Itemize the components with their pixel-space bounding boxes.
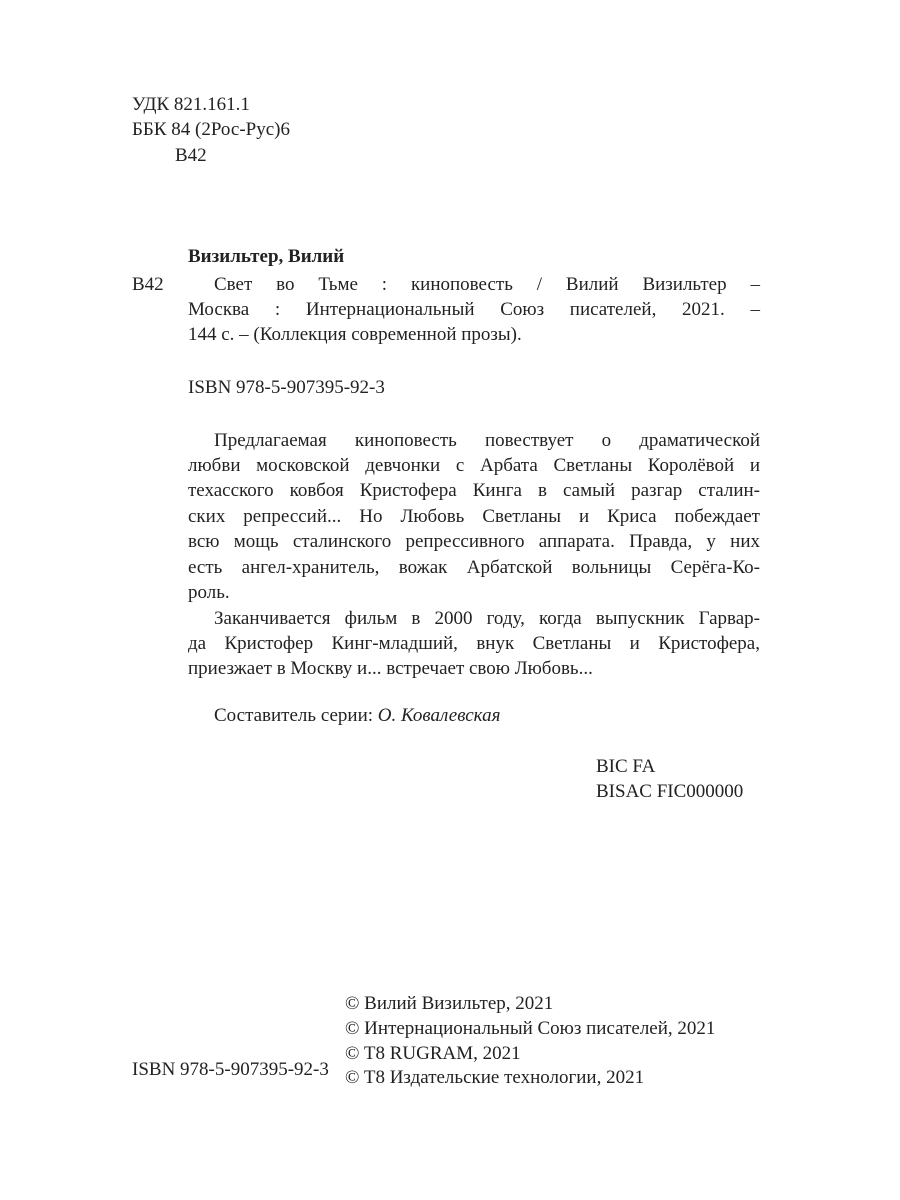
annotation-line: техасского ковбоя Кристофера Кинга в самый разгар сталин-: [188, 480, 760, 501]
annotation-line: роль.: [188, 582, 230, 603]
annotation-line: есть ангел-хранитель, вожак Арбатской вольницы Серёга-Ко-: [188, 557, 760, 578]
series-label: Составитель серии:: [214, 705, 378, 726]
annotation-line: всю мощь сталинского репрессивного аппарата. Правда, у них: [188, 531, 760, 552]
annotation-line: ских репрессий... Но Любовь Светланы и Криса побеждает: [188, 506, 760, 527]
record-isbn: ISBN 978-5-907395-92-3: [188, 377, 385, 398]
copyright-line: © Интернациональный Союз писателей, 2021: [345, 1018, 716, 1039]
annotation-line: любви московской девчонки с Арбата Светланы Королёвой и: [188, 455, 760, 476]
record-line: Свет во Тьме : киноповесть / Вилий Визильтер –: [214, 274, 760, 295]
copyright-line: © T8 Издательские технологии, 2021: [345, 1067, 645, 1088]
udk-code: УДК 821.161.1: [132, 94, 250, 115]
footer-isbn: ISBN 978-5-907395-92-3: [132, 1059, 329, 1080]
author-mark: В42: [175, 145, 207, 166]
annotation-line: приезжает в Москву и... встречает свою Любовь...: [188, 658, 593, 679]
author-heading: Визильтер, Вилий: [188, 246, 345, 267]
bisac-code: BISAC FIC000000: [596, 781, 744, 802]
copyright-line: © T8 RUGRAM, 2021: [345, 1043, 521, 1064]
bic-code: BIC FA: [596, 756, 656, 777]
annotation-line: Предлагаемая киноповесть повествует о драматической: [214, 430, 760, 451]
series-compiler: [214, 703, 500, 729]
annotation-line: Заканчивается фильм в 2000 году, когда выпускник Гарвар-: [214, 608, 760, 629]
record-author-mark: В42: [132, 274, 164, 295]
copyright-line: © Вилий Визильтер, 2021: [345, 993, 554, 1014]
compiler-name: О. Ковалевская: [377, 705, 501, 726]
record-line: 144 с. – (Коллекция современной прозы).: [188, 324, 522, 345]
annotation-line: да Кристофер Кинг-младший, внук Светланы и Кристофера,: [188, 633, 760, 654]
bbk-code: ББК 84 (2Рос-Рус)6: [132, 119, 290, 140]
record-line: Москва : Интернациональный Союз писателей, 2021. –: [188, 299, 760, 320]
